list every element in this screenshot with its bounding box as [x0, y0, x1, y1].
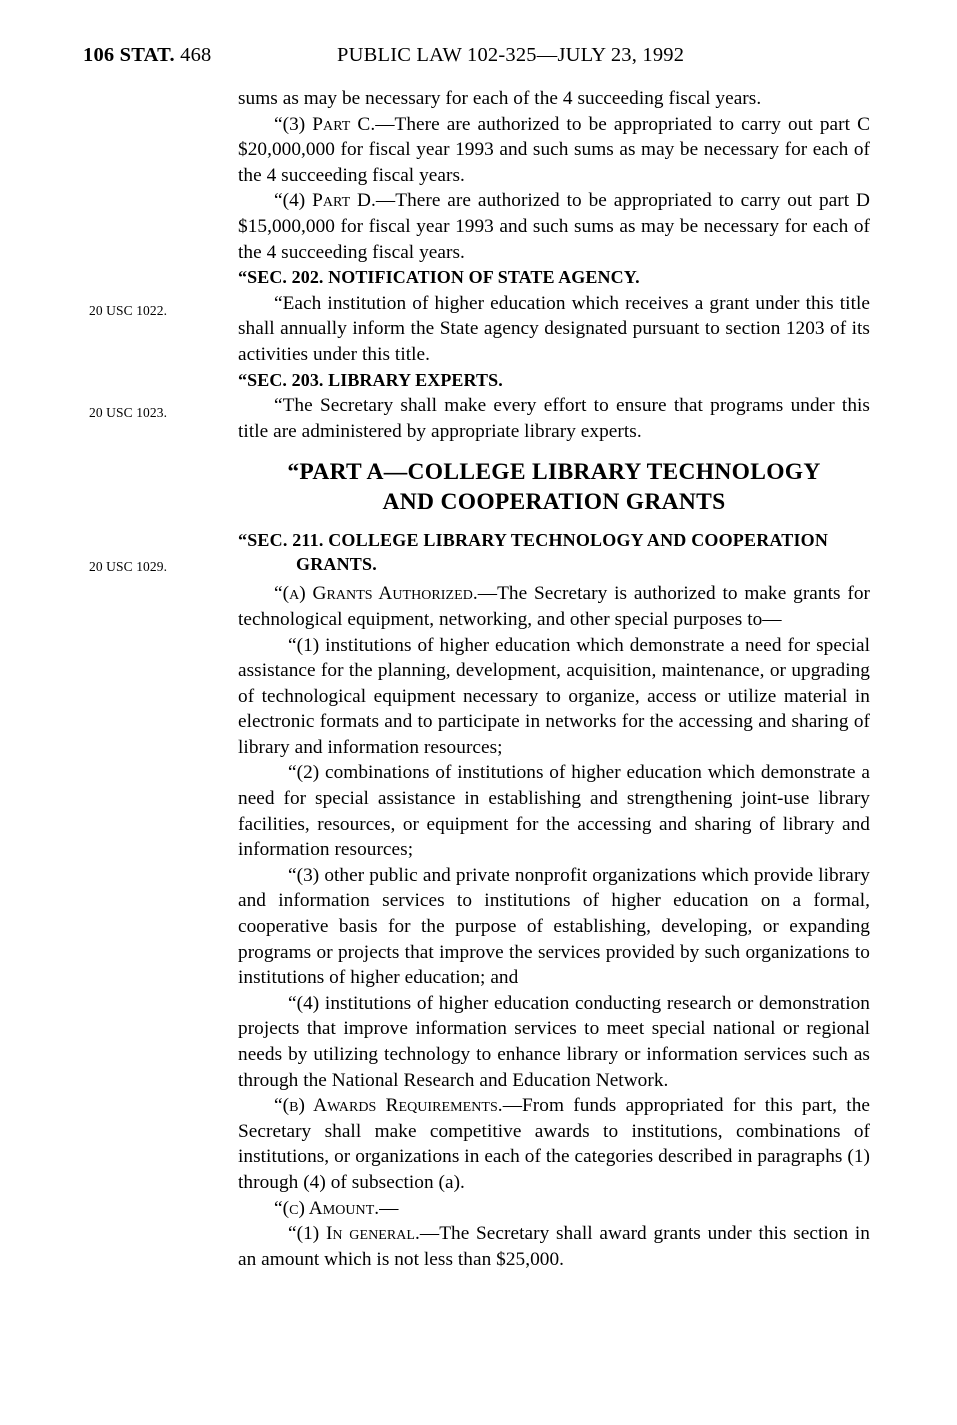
- paragraph-a-3: “(3) other public and private nonprofit organizations which provide library and information services to institutions of higher education on a formal, cooperative basis for the purpose of establishing, developing, or expanding programs or projects that improve the services provided by such organizations to institutions of higher education; and: [238, 864, 870, 989]
- subsec-b-text: —From funds appropriated for this part, the Secretary shall make competitive awards to institutions, combinations of institutions, or organizations in each of the categories described in paragraphs (1) through (4) of subsection (a).: [238, 1095, 870, 1193]
- paragraph-subsec-a: [238, 581, 870, 632]
- paragraph-c-1: [238, 1221, 870, 1272]
- heading-part-a-line2: AND COOPERATION GRANTS: [382, 489, 726, 516]
- paragraph-part-d: [238, 188, 870, 265]
- margin-note-20-usc-1029: 20 USC 1029.: [89, 559, 168, 574]
- part-c-label: “(3) Part C.: [274, 113, 376, 135]
- part-d-text: —There are authorized to be appropriated to carry out part D $15,000,000 for fiscal year 1993 and such sums as may be necessary for each of the 4 succeeding fiscal years.: [238, 190, 870, 263]
- subsec-b-label: “(b) Awards Requirements.: [274, 1095, 503, 1117]
- part-c-text: —There are authorized to be appropriated to carry out part C $20,000,000 for fiscal year 1993 and such sums as may be necessary for each of the 4 succeeding fiscal years.: [238, 113, 870, 186]
- heading-sec-211-line2: GRANTS.: [296, 554, 377, 575]
- heading-sec-211-wrap: [238, 528, 870, 576]
- paragraph-subsec-b: [238, 1093, 870, 1195]
- subsec-c-label: “(c) Amount.—: [274, 1197, 399, 1219]
- para-c1-text: —The Secretary shall award grants under this section in an amount which is not less than $25,000.: [238, 1223, 870, 1270]
- heading-sec-211: [238, 528, 870, 576]
- page-number: 468: [180, 44, 212, 66]
- stat-citation: [83, 44, 211, 67]
- heading-sec-202: “SEC. 202. NOTIFICATION OF STATE AGENCY.: [238, 267, 640, 288]
- paragraph-part-c: [238, 112, 870, 189]
- subsec-a-text: —The Secretary is authorized to make grants for technological equipment, networking, and other special purposes to—: [238, 583, 870, 630]
- paragraph-a-4: “(4) institutions of higher education conducting research or demonstration projects that improve information services to meet special national or regional needs by utilizing technology to enhance library or information services such as through the National Research and Education Network.: [238, 992, 870, 1091]
- heading-part-a-line1: “PART A—COLLEGE LIBRARY TECHNOLOGY: [287, 459, 821, 486]
- margin-note-20-usc-1022: 20 USC 1022.: [89, 303, 168, 318]
- paragraph-continuation: sums as may be necessary for each of the 4 succeeding fiscal years.: [238, 88, 762, 109]
- paragraph-a-1: “(1) institutions of higher education which demonstrate a need for special assistance for the planning, development, acquisition, maintenance, or upgrading of technological equipment necessary to organize, access or utilize material in electronic formats and to participate in networks for the accessing and sharing of library and information resources;: [238, 634, 870, 758]
- subsec-a-label: “(a) Grants Authorized.: [274, 583, 478, 605]
- heading-sec-203: “SEC. 203. LIBRARY EXPERTS.: [238, 369, 503, 390]
- body-column: [238, 86, 870, 1272]
- paragraph-sec-203-body: “The Secretary shall make every effort to ensure that programs under this title are administered by appropriate library experts.: [238, 395, 870, 442]
- stat-volume: 106 STAT.: [83, 44, 175, 66]
- running-head: [0, 44, 957, 68]
- part-d-label: “(4) Part D.: [274, 190, 376, 212]
- public-law-title: PUBLIC LAW 102-325—JULY 23, 1992: [337, 44, 685, 66]
- paragraph-subsec-c: [238, 1196, 870, 1222]
- heading-sec-211-line1: “SEC. 211. COLLEGE LIBRARY TECHNOLOGY AND COOPERATION: [238, 530, 829, 551]
- paragraph-a-2: “(2) combinations of institutions of higher education which demonstrate a need for special assistance in establishing and strengthening joint-use library facilities, resources, or equipment for the accessing and sharing of library and information resources;: [238, 762, 870, 861]
- margin-note-20-usc-1023: 20 USC 1023.: [89, 405, 168, 420]
- heading-part-a: [238, 457, 870, 517]
- paragraph-sec-202-body: “Each institution of higher education which receives a grant under this title shall annually inform the State agency designated pursuant to section 1203 of its activities under this title.: [238, 292, 870, 365]
- para-c1-label: “(1) In general.: [288, 1223, 420, 1245]
